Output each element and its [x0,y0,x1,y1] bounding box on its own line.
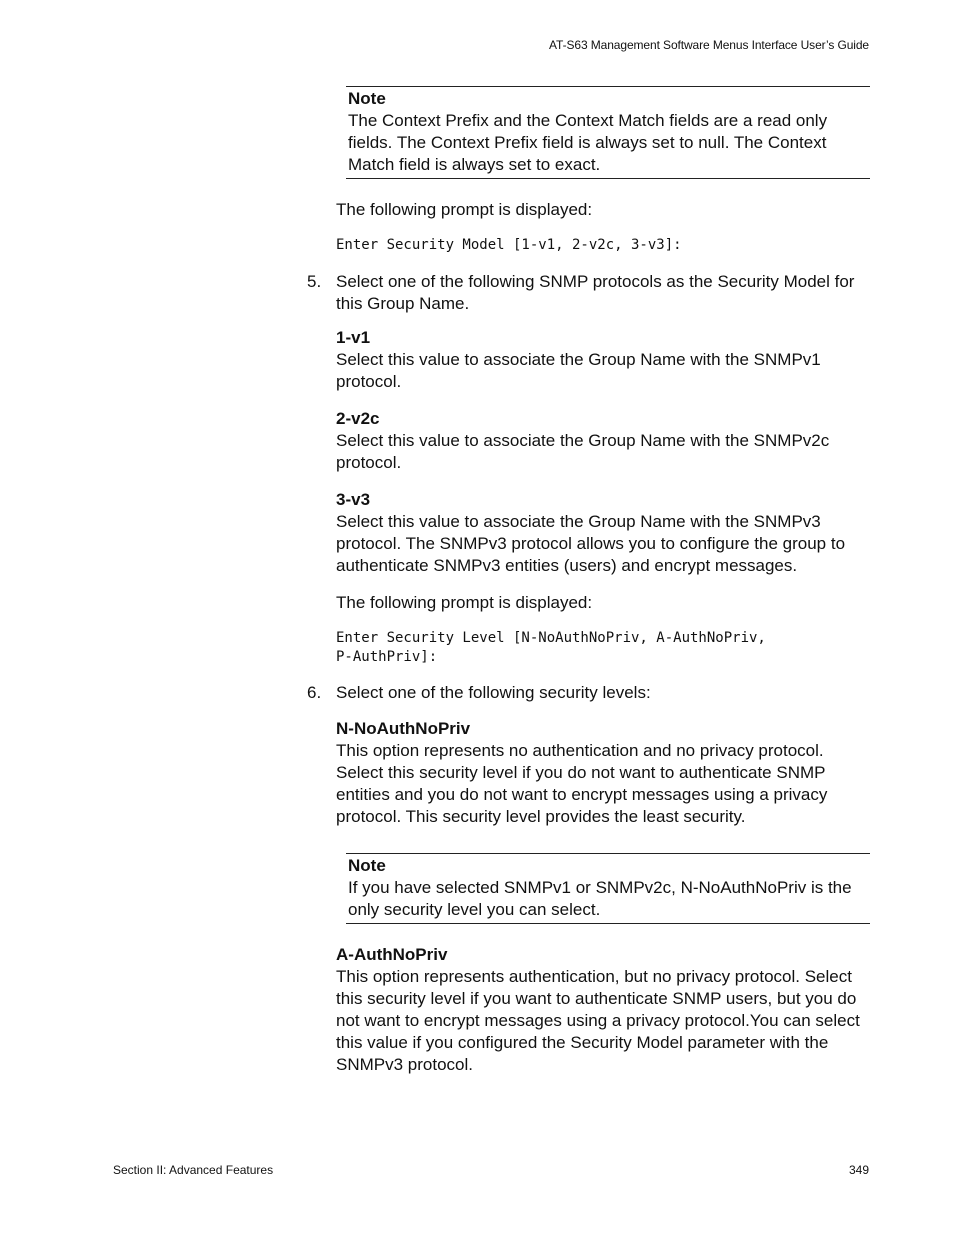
prompt-intro [336,592,870,614]
prompt-intro-text: The following prompt is displayed: [336,593,593,612]
option-desc: Select this value to associate the Group Name with the SNMPv1 protocol. [336,350,821,391]
note-box [346,86,870,179]
option-name: A-AuthNoPriv [336,945,448,964]
note-text: The Context Prefix and the Context Match fields are a read only fields. The Context Prefix field is always set to null. The Context Match field is always set to exact. [348,111,828,174]
note-box [346,853,870,924]
step-number: 6. [307,683,322,702]
step-number: 5. [307,272,322,291]
option-name: N-NoAuthNoPriv [336,719,471,738]
code-block [336,236,870,255]
step-text-content: Select one of the following security levels: [336,683,651,702]
option-desc: This option represents authentication, but no privacy protocol. Select this security level if you want to authenticate SNMP users, but you do not want to encrypt messages using a privacy protocol.You can select this value if you configured the Security Model parameter with the SNMPv3 protocol. [336,967,860,1074]
option-name: 1-v1 [336,328,371,347]
option-item [336,327,870,393]
option-desc: Select this value to associate the Group Name with the SNMPv2c protocol. [336,431,830,472]
prompt-intro-text: The following prompt is displayed: [336,200,593,219]
option-desc: Select this value to associate the Group Name with the SNMPv3 protocol. The SNMPv3 protocol allows you to configure the group to authenticate SNMPv3 entities (users) and encrypt messages. [336,512,846,575]
option-item [336,718,870,828]
option-desc: This option represents no authentication and no privacy protocol. Select this security level if you do not want to authenticate SNMP entities and you do not want to encrypt messages using a privacy protocol. This security level provides the least security. [336,741,828,826]
note-text: If you have selected SNMPv1 or SNMPv2c, N-NoAuthNoPriv is the only security level you can select. [348,878,852,919]
step-text [336,682,870,704]
code-line: Enter Security Model [1-v1, 2-v2c, 3-v3]: [336,237,682,253]
prompt-intro [336,199,870,221]
note-label: Note [348,89,386,108]
option-name: 2-v2c [336,409,380,428]
option-item [336,489,870,577]
option-item [336,408,870,474]
footer-section: Section II: Advanced Features [113,1163,274,1177]
code-block [336,629,870,667]
option-item [336,944,870,1076]
running-header: AT-S63 Management Software Menus Interface User’s Guide [549,38,869,52]
step-text [336,271,870,315]
page-number: 349 [848,1163,869,1177]
step-text-content: Select one of the following SNMP protocols as the Security Model for this Group Name. [336,272,855,313]
note-label: Note [348,856,386,875]
code-line: P-AuthPriv]: [336,649,438,665]
option-name: 3-v3 [336,490,371,509]
code-line: Enter Security Level [N-NoAuthNoPriv, A-AuthNoPriv, [336,630,766,646]
